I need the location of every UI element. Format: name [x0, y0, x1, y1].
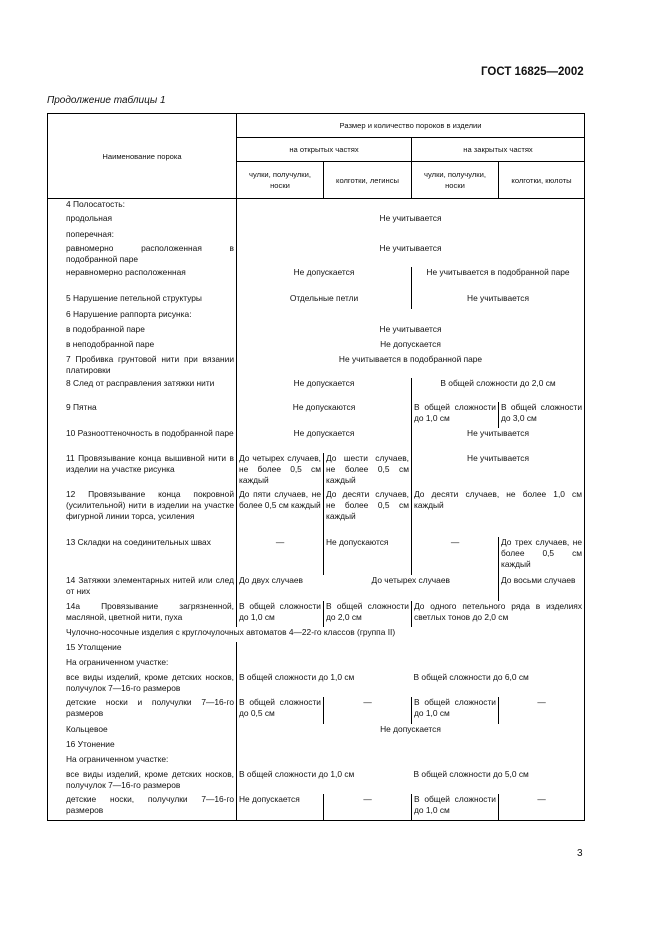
row-label: все виды изделий, кроме детских носков, получулок 7—16-го размеров — [48, 769, 237, 794]
row-label: 6 Нарушение раппорта рисунка: — [48, 309, 237, 324]
header-closed-parts: на закрытых частях — [412, 138, 585, 162]
cell-value: До трех случаев, не более 0,5 см каждый — [499, 537, 585, 575]
cell-value: Не учитывается — [412, 453, 585, 489]
cell-value: Не допускаются — [324, 537, 412, 575]
cell-value: В общей сложности до 3,0 см — [499, 402, 585, 428]
cell-value: В общей сложности до 1,0 см — [412, 697, 499, 724]
cell-value: Не учитывается — [237, 243, 585, 267]
row-label: все виды изделий, кроме детских носков, получулок 7—16-го размеров — [48, 672, 237, 697]
cell-value: Не допускается — [293, 266, 355, 277]
cell-value: В общей сложности до 1,0 см — [412, 794, 499, 821]
cell-value: До восьми случаев — [499, 575, 585, 601]
group-heading: Чулочно-носочные изделия с круглочулочных автоматов 4—22-го классов (группа II) — [48, 627, 585, 642]
header-defect-name: Наименование порока — [48, 114, 237, 199]
cell-value: В общей сложности до 2,0 см — [324, 601, 412, 627]
row-label: 7 Пробивка грунтовой нити при вязании платировки — [48, 354, 237, 378]
row-label: 14а Провязывание загрязненной, масляной, цветной нити, пуха — [48, 601, 237, 627]
row-label: равномерно расположенная в подобранной паре — [48, 243, 237, 267]
cell-value: Не учитывается — [412, 428, 585, 453]
row-label: неравномерно расположенная — [48, 267, 237, 293]
cell-value: Не допускается — [237, 339, 585, 354]
cell-value: Не учитывается в подобранной паре — [412, 267, 585, 293]
row-label: 11 Провязывание конца вышивной нити в изделии на участке рисунка — [48, 453, 237, 489]
cell-value: Не допускается — [237, 794, 324, 821]
cell-value: В общей сложности до 0,5 см — [239, 696, 321, 718]
cell-value: До четырех случаев — [371, 574, 450, 585]
header-col-stockings-open: чулки, получулки, носки — [237, 162, 324, 199]
row-label: детские носки, получулки 7—16-го размеров — [48, 794, 237, 821]
cell-value: — — [324, 794, 412, 821]
row-label: Кольцевое — [48, 724, 237, 739]
row-label: На ограниченном участке: — [48, 754, 237, 769]
cell-value: Не допускается — [237, 724, 585, 739]
row-label: детские носки и получулки 7—16-го размеров — [48, 697, 237, 724]
cell-value: В общей сложности до 1,0 см — [412, 402, 499, 428]
cell-value: В общей сложности до 1,0 см — [239, 768, 355, 779]
cell-value: Не учитывается — [237, 324, 585, 339]
cell-value: — — [412, 537, 499, 575]
cell-value: Не допускается — [293, 427, 355, 438]
row-label: в неподобранной паре — [48, 339, 237, 354]
defects-table — [47, 113, 585, 821]
row-label: 14 Затяжки элементарных нитей или след от них — [48, 575, 237, 601]
row-label: в подобранной паре — [48, 324, 237, 339]
row-label: поперечная: — [48, 229, 237, 243]
cell-value: Не учитывается — [412, 293, 585, 309]
cell-value: — — [324, 697, 412, 724]
row-label: 15 Утолщение — [48, 642, 237, 657]
cell-value: Не допускается — [293, 377, 355, 388]
row-label: 10 Разнооттеночность в подобранной паре — [48, 428, 237, 453]
cell-value: — — [499, 794, 585, 821]
cell-value: Не допускаются — [292, 401, 356, 412]
page-number: 3 — [577, 848, 583, 859]
cell-value: До десяти случаев, не более 0,5 см каждый — [324, 489, 412, 537]
row-label: 4 Полосатость: — [48, 199, 237, 213]
cell-value: — — [275, 536, 285, 547]
row-label: 12 Провязывание конца покровной (усилительной) нити в изделии на участке фигурной линии торса, усиления — [48, 489, 237, 537]
header-col-tights-open: колготки, легинсы — [324, 162, 412, 199]
cell-value: До шести случаев, не более 0,5 см каждый — [324, 453, 412, 489]
header-col-stockings-closed: чулки, получулки, носки — [412, 162, 499, 199]
row-label: продольная — [48, 213, 237, 229]
row-label: На ограниченном участке: — [48, 657, 237, 672]
cell-value: До пяти случаев, не более 0,5 см каждый — [239, 488, 321, 510]
cell-value: Не учитывается в подобранной паре — [237, 354, 585, 378]
header-size-count: Размер и количество пороков в изделии — [237, 114, 585, 138]
cell-value: В общей сложности до 1,0 см — [239, 671, 355, 682]
row-label: 13 Складки на соединительных швах — [48, 537, 237, 575]
row-label: 9 Пятна — [48, 402, 237, 428]
cell-value: В общей сложности до 1,0 см — [239, 600, 321, 622]
cell-value: До десяти случаев, не более 1,0 см каждый — [412, 489, 585, 537]
cell-value: Не учитывается — [237, 213, 585, 229]
header-col-tights-closed: колготки, кюлоты — [499, 162, 585, 199]
table-continuation-caption: Продолжение таблицы 1 — [47, 95, 166, 106]
cell-value: До четырех случаев, не более 0,5 см каждый — [239, 452, 321, 485]
header-open-parts: на открытых частях — [237, 138, 412, 162]
standard-number: ГОСТ 16825—2002 — [481, 66, 584, 78]
row-label: 8 След от расправления затяжки нити — [48, 378, 237, 402]
cell-value: В общей сложности до 2,0 см — [412, 378, 585, 402]
cell-value: До двух случаев — [239, 574, 303, 585]
cell-value: До одного петельного ряда в изделиях светлых тонов до 2,0 см — [412, 601, 585, 627]
cell-value: В общей сложности до 5,0 см — [412, 769, 585, 794]
row-label: 16 Утонение — [48, 739, 237, 754]
row-label: 5 Нарушение петельной структуры — [48, 293, 237, 309]
cell-value: Отдельные петли — [289, 292, 359, 303]
cell-value: — — [499, 697, 585, 724]
cell-value: В общей сложности до 6,0 см — [412, 672, 585, 697]
